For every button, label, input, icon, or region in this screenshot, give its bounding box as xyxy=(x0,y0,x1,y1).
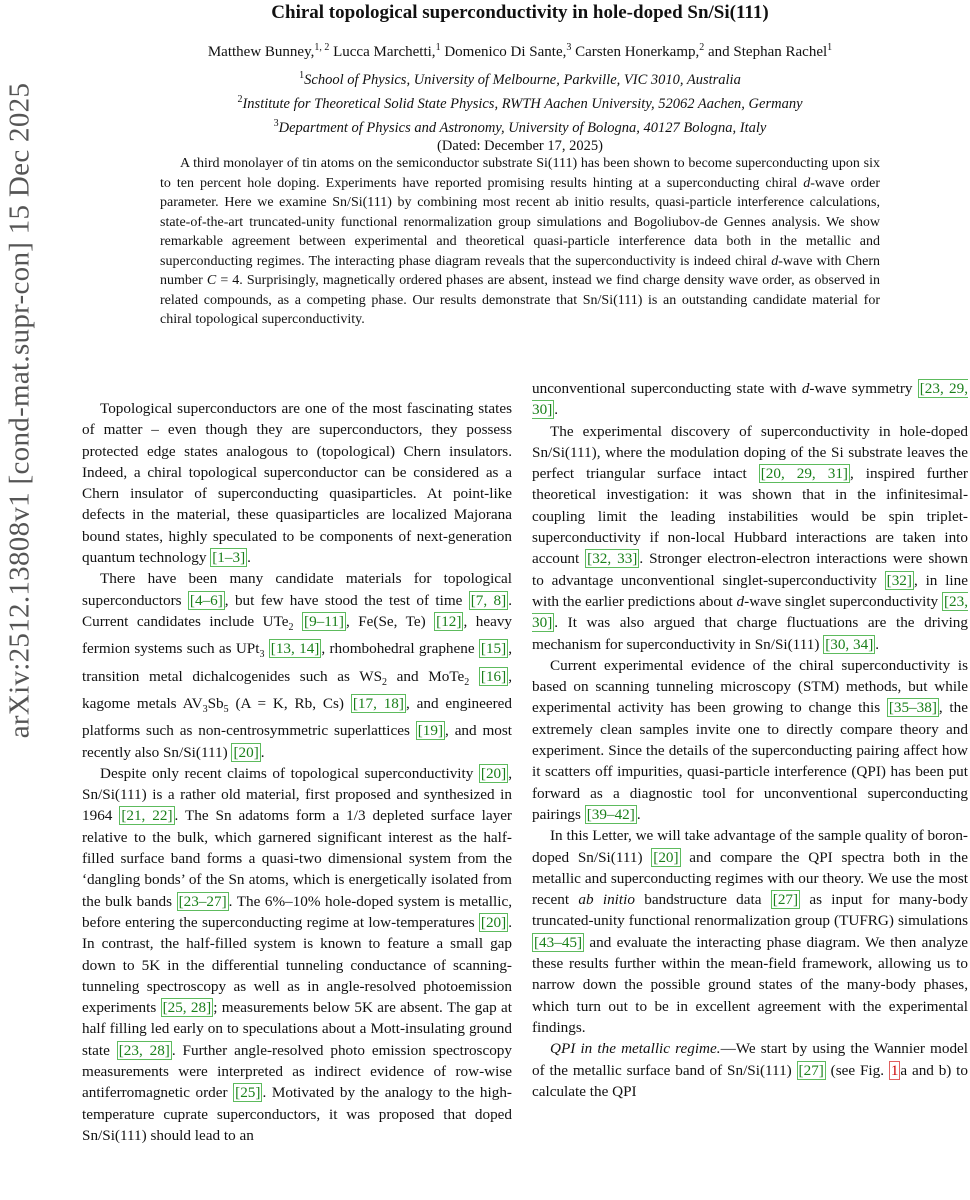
citation-link[interactable]: [20, 29, 31] xyxy=(760,465,848,483)
author: Matthew Bunney, xyxy=(207,44,315,60)
affiliation-number: 3 xyxy=(273,117,279,129)
affiliation xyxy=(80,66,960,90)
affiliation-text: Institute for Theoretical Solid State Physics, RWTH Aachen University, 52062 Aachen, Germany xyxy=(242,95,803,112)
paragraph: The experimental discovery of superconductivity in hole-doped Sn/Si(111), where the modulation doping of the Si substrate leaves the perfect triangular surface intact [20, 29, 31] , inspired further theoretical investigation: it was shown that in the infinitesimal-coupling limit the leading instabilities would be spin triplet-superconductivity if non-local Hubbard interactions are taken into account [32, 33] . Stronger electron-electron interactions were shown to advantage unconventional singlet-superconductivity [32] , in line with the earlier predictions about d-wave singlet superconductivity [23, 30] . It was also argued that charge fluctuations are the driving mechanism for superconductivity in Sn/Si(111) [30, 34] . xyxy=(532,422,968,653)
citation-link[interactable]: [39–42] xyxy=(586,805,635,823)
citation-link[interactable]: [20] xyxy=(653,848,679,866)
author-affiliation-mark: 3 xyxy=(566,42,572,53)
citation-link[interactable]: [32, 33] xyxy=(587,550,638,568)
affiliation xyxy=(80,90,960,114)
citation-link[interactable]: [12] xyxy=(436,612,462,630)
citation-link[interactable]: [30, 34] xyxy=(825,635,874,653)
paragraph: In this Letter, we will take advantage of the sample quality of boron-doped Sn/Si(111) [20] and compare the QPI spectra both in the metallic and superconducting regimes with our theory. We use the most recent ab initio bandstructure data [27] as input for many-body truncated-unity functional renormalization group (TUFRG) simulations [43–45] and evaluate the interacting phase diagram. We then analyze these results further within the mean-field framework, allowing us to narrow down the possible ground states of the many-body phases, which turn out to be in excellent agreement with the experimental findings. xyxy=(532,827,968,1036)
paper-title: Chiral topological superconductivity in hole-doped Sn/Si(111) xyxy=(271,2,769,23)
citation-link[interactable]: [17, 18] xyxy=(352,694,404,712)
author-affiliation-mark: 1, 2 xyxy=(314,42,330,53)
author-affiliation-mark: 1 xyxy=(435,42,441,53)
citation-link[interactable]: [21, 22] xyxy=(121,807,173,825)
citation-link[interactable]: [7, 8] xyxy=(470,591,507,609)
citation-link[interactable]: [23, 29, 30] xyxy=(532,380,969,419)
citation-link[interactable]: [32] xyxy=(886,571,912,589)
paragraph: unconventional superconducting state with d-wave symmetry [23, 29, 30] . xyxy=(532,380,969,419)
author-affiliation-mark: 1 xyxy=(827,42,833,53)
citation-link[interactable]: [20] xyxy=(480,764,507,782)
affiliations xyxy=(80,66,960,156)
citation-link[interactable]: [13, 14] xyxy=(270,640,320,658)
citation-link[interactable]: [25] xyxy=(235,1084,261,1102)
author: and Stephan Rachel xyxy=(704,44,828,60)
citation-link[interactable]: [27] xyxy=(798,1061,824,1079)
citation-link[interactable]: [23–27] xyxy=(178,892,227,910)
paragraph: Current experimental evidence of the chiral superconductivity is based on scanning tunneling microscopy (STM) methods, but while experimental activity has been growing to change this [35–38] , the extremely clean samples invite one to directly compare theory and experiment. Since the details of the superconducting pairing affect how it scatters off impurities, quasi-particle interference (QPI) has been put forward as a diagnostic tool for unconventional superconducting pairings [39–42] . xyxy=(532,656,968,823)
abstract: A third monolayer of tin atoms on the semiconductor substrate Si(111) has been shown to become superconducting upon six to ten percent hole doping. Experiments have reported promising results hinting at a superconducting chiral d-wave order parameter. Here we examine Sn/Si(111) by combining most recent ab initio results, quasi-particle interference calculations, state-of-the-art truncated-unity functional renormalization group simulations and Bogoliubov-de Gennes analysis. We show remarkable agreement between experimental and theoretical quasi-particle interference data both in the metallic and superconducting regimes. The interacting phase diagram reveals that the superconductivity is indeed chiral d-wave with Chern number C = 4. Surprisingly, magnetically ordered phases are absent, instead we find charge density wave order, as observed in related compounds, as a competing phase. Our results demonstrate that Sn/Si(111) is an outstanding candidate material for chiral topological superconductivity. xyxy=(160,156,881,327)
paragraph: Topological superconductors are one of the most fascinating states of matter – even though they are superconductors, they possess protected edge states analogous to (topological) Chern insulators. Indeed, a chiral topological superconductor can be considered as a Chern insulator of superconducting quasiparticles. At point-like defects in the material, these quasiparticles are localized Majorana bound states, highly speculated to be components of next-generation quantum technology [1–3] . xyxy=(82,400,512,567)
paragraph: Despite only recent claims of topological superconductivity [20] , Sn/Si(111) is a rather old material, first proposed and synthesized in 1964 [21, 22] . The Sn adatoms form a 1/3 depleted surface layer relative to the bulk, which garnered significant interest as the half-filled surface band forms a quasi-two dimensional system from the ‘dangling bonds’ of the Sn atoms, which is energetically isolated from the bulk bands [23–27] . The 6%–10% hole-doped system is metallic, before entering the superconducting regime at low-temperatures [20] . In contrast, the half-filled system is known to feature a small gap down to 5K in the differential tunneling conductance of scanning-tunneling spectroscopy as well as in angle-resolved photoemission experiments [25, 28] ; measurements below 5K are absent. The gap at half filling led early on to speculations about a Mott-insulating ground state [23, 28] . Further angle-resolved photo emission spectroscopy measurements were interpreted as indirect evidence of row-wise antiferromagnetic order [25] . Motivated by the analogy to the high-temperature cuprate superconductors, it was proposed that doped Sn/Si(111) should lead to an xyxy=(82,764,512,1144)
author-affiliation-mark: 2 xyxy=(699,42,705,53)
citation-link[interactable]: [43–45] xyxy=(534,933,583,951)
affiliation-number: 1 xyxy=(299,70,305,81)
citation-link[interactable]: [27] xyxy=(772,891,799,909)
affiliation-number: 2 xyxy=(237,93,243,105)
arxiv-sidebar-stamp xyxy=(0,82,40,738)
arxiv-identifier: arXiv:2512.13808v1 [cond-mat.supr-con] 15 Dec 2025 xyxy=(3,82,36,738)
right-column xyxy=(532,378,968,1102)
citation-link[interactable]: [1–3] xyxy=(212,549,246,567)
citation-link[interactable]: [20] xyxy=(480,913,507,931)
citation-link[interactable]: [23, 30] xyxy=(532,592,968,632)
affiliation xyxy=(80,114,960,138)
date-line: (Dated: December 17, 2025) xyxy=(437,138,603,155)
citation-link[interactable]: [25, 28] xyxy=(162,999,212,1017)
figure-link[interactable]: 1 xyxy=(890,1061,899,1079)
author: Carsten Honerkamp, xyxy=(571,44,700,60)
affiliation-text: Department of Physics and Astronomy, University of Bologna, 40127 Bologna, Italy xyxy=(278,119,767,136)
paragraph: There have been many candidate materials for topological superconductors [4–6] , but few have stood the test of time [7, 8] . Current candidates include UTe$_2$ [9–11] , Fe(Se, Te) [12] , heavy fermion systems such as UPt$_3$ [13, 14] , rhombohedral graphene [15] , transition metal dichalcogenides such as $WS_2$ and MoTe$_2$ [16] , kagome metals $AV_3Sb_5$ (A = K, Rb, Cs) [17, 18] , and engineered platforms such as non-centrosymmetric superlattices [19] , and most recently also Sn/Si(111) [20] . xyxy=(82,570,513,761)
citation-link[interactable]: [19] xyxy=(417,722,444,740)
citation-link[interactable]: [4–6] xyxy=(189,591,223,609)
left-column xyxy=(82,398,512,1146)
citation-link[interactable]: [23, 28] xyxy=(118,1041,170,1059)
author: Lucca Marchetti, xyxy=(329,44,436,60)
author-list xyxy=(80,42,960,61)
citation-link[interactable]: [15] xyxy=(480,640,507,658)
author: Domenico Di Sante, xyxy=(440,44,567,60)
citation-link[interactable]: [9–11] xyxy=(304,612,344,630)
citation-link[interactable]: [16] xyxy=(480,667,507,685)
paragraph: QPI in the metallic regime.—We start by using the Wannier model of the metallic surface band of Sn/Si(111) [27] (see Fig. 1 a and b) to calculate the QPI xyxy=(532,1040,968,1100)
citation-link[interactable]: [35–38] xyxy=(888,699,937,717)
citation-link[interactable]: [20] xyxy=(233,743,259,761)
affiliation-text: School of Physics, University of Melbourne, Parkville, VIC 3010, Australia xyxy=(304,71,741,88)
